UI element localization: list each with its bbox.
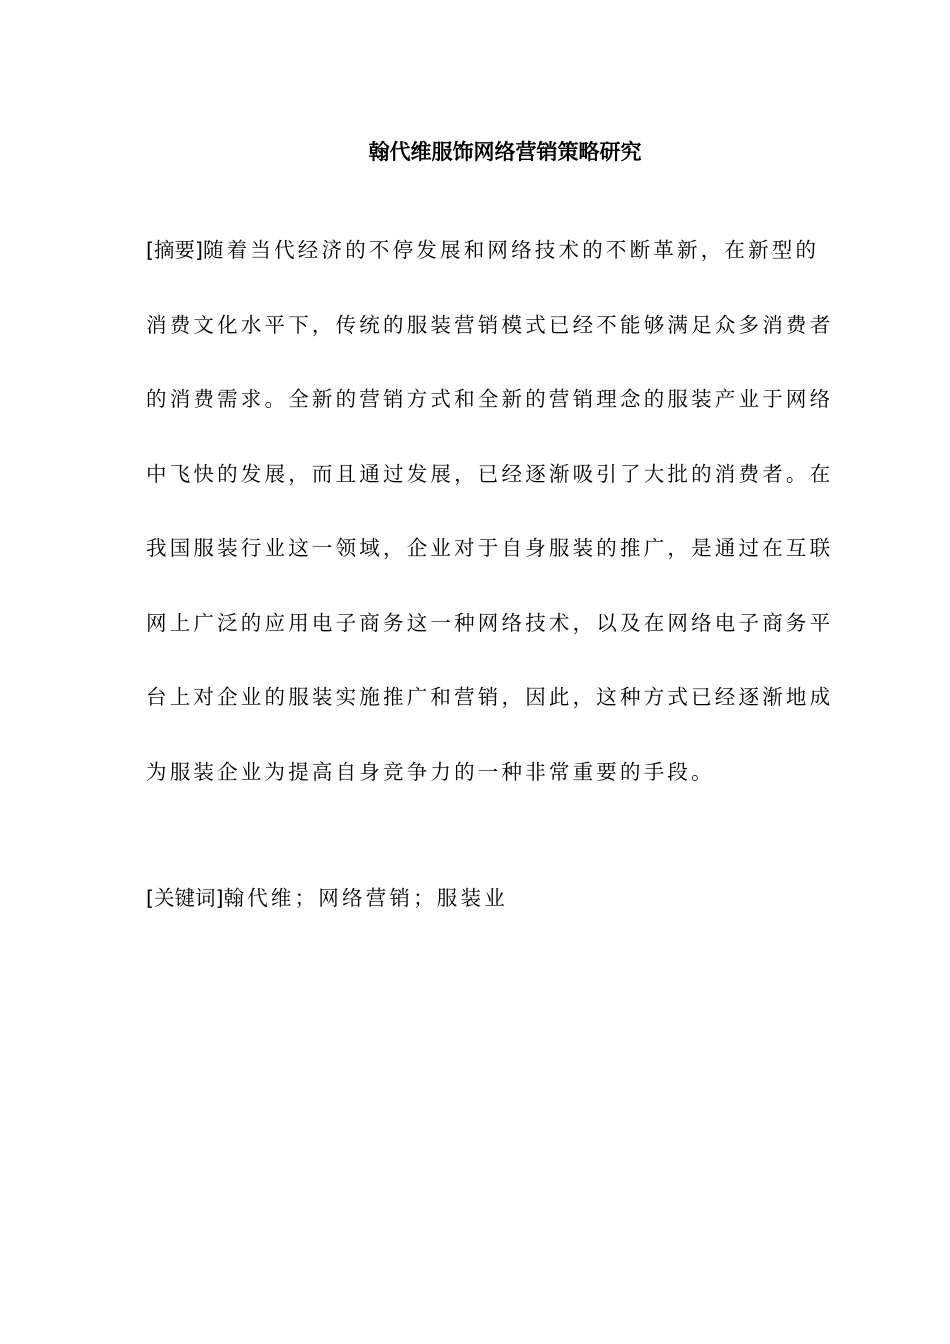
abstract-line: 的消费需求。全新的营销方式和全新的营销理念的服装产业于网络 bbox=[146, 387, 834, 411]
keywords-section bbox=[146, 880, 508, 916]
abstract-line bbox=[146, 232, 820, 307]
abstract-line: 为服装企业为提高自身竞争力的一种非常重要的手段。 bbox=[146, 759, 715, 784]
abstract-line: 中飞快的发展，而且通过发展，已经逐渐吸引了大批的消费者。在 bbox=[146, 461, 834, 486]
abstract-label: [摘要] bbox=[146, 238, 203, 262]
abstract-section bbox=[146, 232, 834, 828]
abstract-line: 消费文化水平下，传统的服装营销模式已经不能够满足众多消费者 bbox=[146, 312, 834, 337]
keywords-text: 翰代维；网络营销；服装业 bbox=[223, 886, 508, 910]
keywords-label: [关键词] bbox=[146, 886, 224, 910]
abstract-line: 我国服装行业这一领域，企业对于自身服装的推广，是通过在互联 bbox=[146, 536, 834, 560]
abstract-text: 随着当代经济的不停发展和网络技术的不断革新，在新型的 bbox=[203, 238, 820, 262]
abstract-line: 网上广泛的应用电子商务这一种网络技术，以及在网络电子商务平 bbox=[146, 610, 834, 635]
abstract-line: 台上对企业的服装实施推广和营销，因此，这种方式已经逐渐地成 bbox=[146, 685, 834, 709]
document-title: 翰代维服饰网络营销策略研究 bbox=[368, 140, 642, 164]
